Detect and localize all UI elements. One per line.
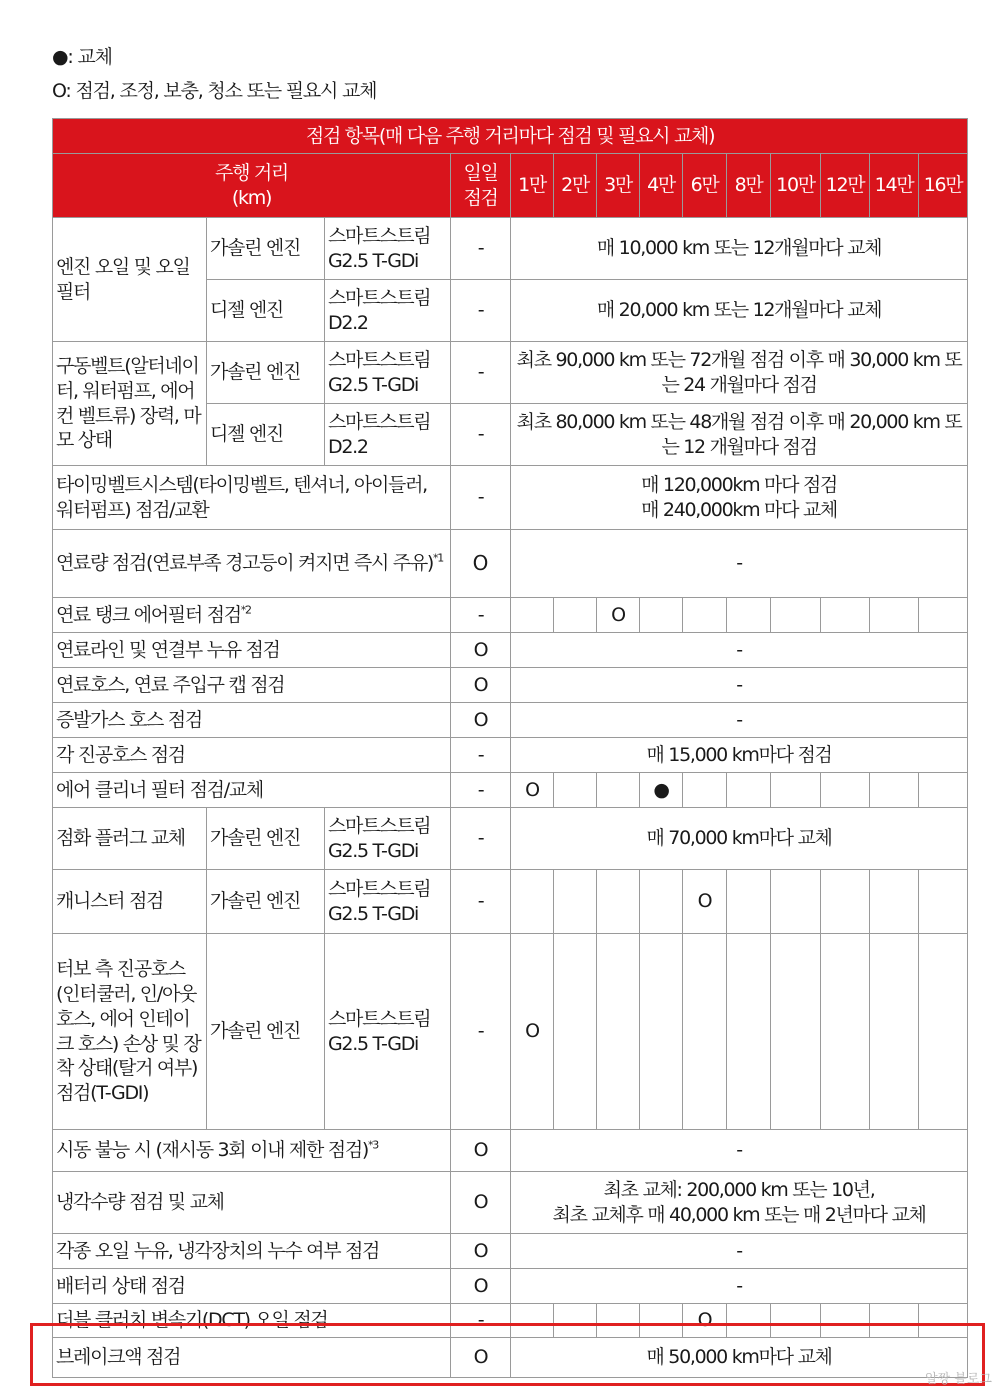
item-label: 구동벨트(알터네이터, 워터펌프, 에어컨 벨트류) 장력, 마모 상태 <box>53 342 207 466</box>
table-row <box>53 1130 968 1172</box>
daily-check: O <box>451 633 511 668</box>
interval-mark <box>771 773 821 808</box>
daily-check: - <box>451 1304 511 1338</box>
footnote-mark: *1 <box>433 551 443 565</box>
maintenance-table <box>52 118 968 1378</box>
daily-check: - <box>451 404 511 466</box>
col-header: 12만 <box>821 154 870 218</box>
interval-mark <box>771 870 821 934</box>
interval-mark <box>640 870 683 934</box>
item-label: 연료량 점검(연료부족 경고등이 켜지면 즉시 주유)$^{*1}$ <box>53 530 451 598</box>
daily-check: O <box>451 1338 511 1378</box>
interval-mark <box>597 773 640 808</box>
engine-model: 스마트스트림 G2.5 T-GDi <box>325 870 451 934</box>
interval-mark <box>554 934 597 1130</box>
distance-header: 주행 거리 (km) <box>53 154 451 218</box>
item-label: 캐니스터 점검 <box>53 870 207 934</box>
engine-model: 스마트스트림 G2.5 T-GDi <box>325 808 451 870</box>
col-header: 8만 <box>727 154 771 218</box>
footnote-mark: *2 <box>240 603 251 617</box>
interval-text: - <box>511 633 968 668</box>
interval-mark: O <box>683 870 727 934</box>
item-label: 에어 클리너 필터 점검/교체 <box>53 773 451 808</box>
interval-mark <box>554 773 597 808</box>
item-label: 배터리 상태 점검 <box>53 1269 451 1304</box>
col-header: 10만 <box>771 154 821 218</box>
interval-mark <box>727 598 771 633</box>
item-label: 점화 플러그 교체 <box>53 808 207 870</box>
item-label: 각 진공호스 점검 <box>53 738 451 773</box>
interval-mark: O <box>511 773 554 808</box>
table-row <box>53 342 968 404</box>
highlight-box <box>30 1323 985 1386</box>
legend-replace: ●: 교체 <box>52 46 112 68</box>
table-row <box>53 703 968 738</box>
col-header: 14만 <box>870 154 919 218</box>
table-row <box>53 1234 968 1269</box>
table-row <box>53 1172 968 1234</box>
interval-text: - <box>511 703 968 738</box>
interval-mark <box>683 773 727 808</box>
interval-mark <box>919 598 968 633</box>
interval-mark <box>597 934 640 1130</box>
watermark: 알짱 블로그 <box>925 1372 992 1387</box>
engine-model: 스마트스트림 D2.2 <box>325 280 451 342</box>
daily-check: - <box>451 808 511 870</box>
interval-text: 매 15,000 km마다 점검 <box>511 738 968 773</box>
table-row <box>53 870 968 934</box>
interval-mark <box>727 870 771 934</box>
interval-mark <box>727 934 771 1130</box>
col-header: 1만 <box>511 154 554 218</box>
col-header: 6만 <box>683 154 727 218</box>
engine-label: 가솔린 엔진 <box>207 342 325 404</box>
interval-mark <box>554 870 597 934</box>
interval-mark <box>821 773 870 808</box>
daily-check: - <box>451 342 511 404</box>
table-row <box>53 738 968 773</box>
engine-label: 디젤 엔진 <box>207 280 325 342</box>
item-label: 냉각수량 점검 및 교체 <box>53 1172 451 1234</box>
daily-check: O <box>451 1234 511 1269</box>
interval-mark <box>919 870 968 934</box>
footnote-mark: *3 <box>368 1138 378 1152</box>
col-header: 2만 <box>554 154 597 218</box>
table-row <box>53 773 968 808</box>
item-label: 연료호스, 연료 주입구 캡 점검 <box>53 668 451 703</box>
interval-mark <box>771 598 821 633</box>
interval-mark <box>727 773 771 808</box>
engine-label: 가솔린 엔진 <box>207 870 325 934</box>
daily-check: - <box>451 738 511 773</box>
interval-text: 매 10,000 km 또는 12개월마다 교체 <box>511 218 968 280</box>
interval-mark: O <box>683 1304 727 1338</box>
engine-label: 디젤 엔진 <box>207 404 325 466</box>
col-header: 16만 <box>919 154 968 218</box>
interval-text: 매 120,000km 마다 점검 매 240,000km 마다 교체 <box>511 466 968 530</box>
item-label: 터보 측 진공호스(인터쿨러, 인/아웃 호스, 에어 인테이크 호스) 손상 및 장착 상태(탈거 여부) 점검(T-GDI) <box>53 934 207 1130</box>
interval-mark <box>640 598 683 633</box>
interval-text: 최초 교체: 200,000 km 또는 10년, 최초 교체후 매 40,000 km 또는 매 2년마다 교체 <box>511 1172 968 1234</box>
daily-check: O <box>451 1130 511 1172</box>
engine-model: 스마트스트림 G2.5 T-GDi <box>325 934 451 1130</box>
interval-mark <box>597 870 640 934</box>
interval-mark <box>511 870 554 934</box>
col-header: 4만 <box>640 154 683 218</box>
engine-label: 가솔린 엔진 <box>207 808 325 870</box>
daily-check: O <box>451 703 511 738</box>
engine-label: 가솔린 엔진 <box>207 218 325 280</box>
table-row <box>53 598 968 633</box>
item-label: 각종 오일 누유, 냉각장치의 누수 여부 점검 <box>53 1234 451 1269</box>
daily-check: - <box>451 934 511 1130</box>
engine-model: 스마트스트림 D2.2 <box>325 404 451 466</box>
interval-mark <box>919 934 968 1130</box>
interval-mark <box>870 934 919 1130</box>
interval-mark <box>870 870 919 934</box>
daily-check-header: 일일 점검 <box>451 154 511 218</box>
interval-text: - <box>511 668 968 703</box>
daily-check: - <box>451 466 511 530</box>
interval-text: - <box>511 1269 968 1304</box>
table-row <box>53 218 968 280</box>
item-label: 시동 불능 시 (재시동 3회 이내 제한 점검)$^{*3}$ <box>53 1130 451 1172</box>
interval-mark <box>870 773 919 808</box>
interval-mark <box>821 598 870 633</box>
daily-check: O <box>451 668 511 703</box>
table-row <box>53 668 968 703</box>
table-row <box>53 808 968 870</box>
interval-mark <box>771 934 821 1130</box>
item-label: 타이밍벨트시스템(타이밍벨트, 텐셔너, 아이들러, 워터펌프) 점검/교환 <box>53 466 451 530</box>
interval-text: - <box>511 530 968 598</box>
interval-mark <box>870 598 919 633</box>
interval-text: 최초 90,000 km 또는 72개월 점검 이후 매 30,000 km 또는 24 개월마다 점검 <box>511 342 968 404</box>
interval-text: - <box>511 1234 968 1269</box>
interval-mark: ● <box>640 773 683 808</box>
item-label: 브레이크액 점검 <box>53 1338 451 1378</box>
engine-label: 가솔린 엔진 <box>207 934 325 1130</box>
daily-check: - <box>451 773 511 808</box>
interval-text: 매 50,000 km마다 교체 <box>511 1338 968 1378</box>
engine-model: 스마트스트림 G2.5 T-GDi <box>325 218 451 280</box>
interval-mark <box>511 598 554 633</box>
daily-check: - <box>451 870 511 934</box>
interval-text: 매 20,000 km 또는 12개월마다 교체 <box>511 280 968 342</box>
daily-check: - <box>451 218 511 280</box>
table-row <box>53 934 968 1130</box>
daily-check: O <box>451 1269 511 1304</box>
daily-check: O <box>451 1172 511 1234</box>
interval-mark <box>919 773 968 808</box>
col-header: 3만 <box>597 154 640 218</box>
interval-text: 최초 80,000 km 또는 48개월 점검 이후 매 20,000 km 또는 12 개월마다 점검 <box>511 404 968 466</box>
interval-text: 매 70,000 km마다 교체 <box>511 808 968 870</box>
daily-check: - <box>451 598 511 633</box>
item-label: 엔진 오일 및 오일 필터 <box>53 218 207 342</box>
interval-mark <box>554 598 597 633</box>
table-row <box>53 633 968 668</box>
item-label: 연료라인 및 연결부 누유 점검 <box>53 633 451 668</box>
interval-mark <box>640 934 683 1130</box>
legend-inspect: O: 점검, 조정, 보충, 청소 또는 필요시 교체 <box>52 80 377 102</box>
interval-mark <box>821 870 870 934</box>
daily-check: O <box>451 530 511 598</box>
table-row <box>53 530 968 598</box>
table-row <box>53 1269 968 1304</box>
item-label: 증발가스 호스 점검 <box>53 703 451 738</box>
interval-mark: O <box>511 934 554 1130</box>
item-label: 연료 탱크 에어필터 점검$^{*2}$ <box>53 598 451 633</box>
interval-mark: O <box>597 598 640 633</box>
interval-text: - <box>511 1130 968 1172</box>
table-title: 점검 항목(매 다음 주행 거리마다 점검 및 필요시 교체) <box>53 119 968 154</box>
interval-mark <box>683 598 727 633</box>
engine-model: 스마트스트림 G2.5 T-GDi <box>325 342 451 404</box>
table-row <box>53 466 968 530</box>
interval-mark <box>683 934 727 1130</box>
interval-mark <box>821 934 870 1130</box>
item-label: 더블 클러치 변속기(DCT) 오일 점검 <box>53 1304 451 1338</box>
daily-check: - <box>451 280 511 342</box>
